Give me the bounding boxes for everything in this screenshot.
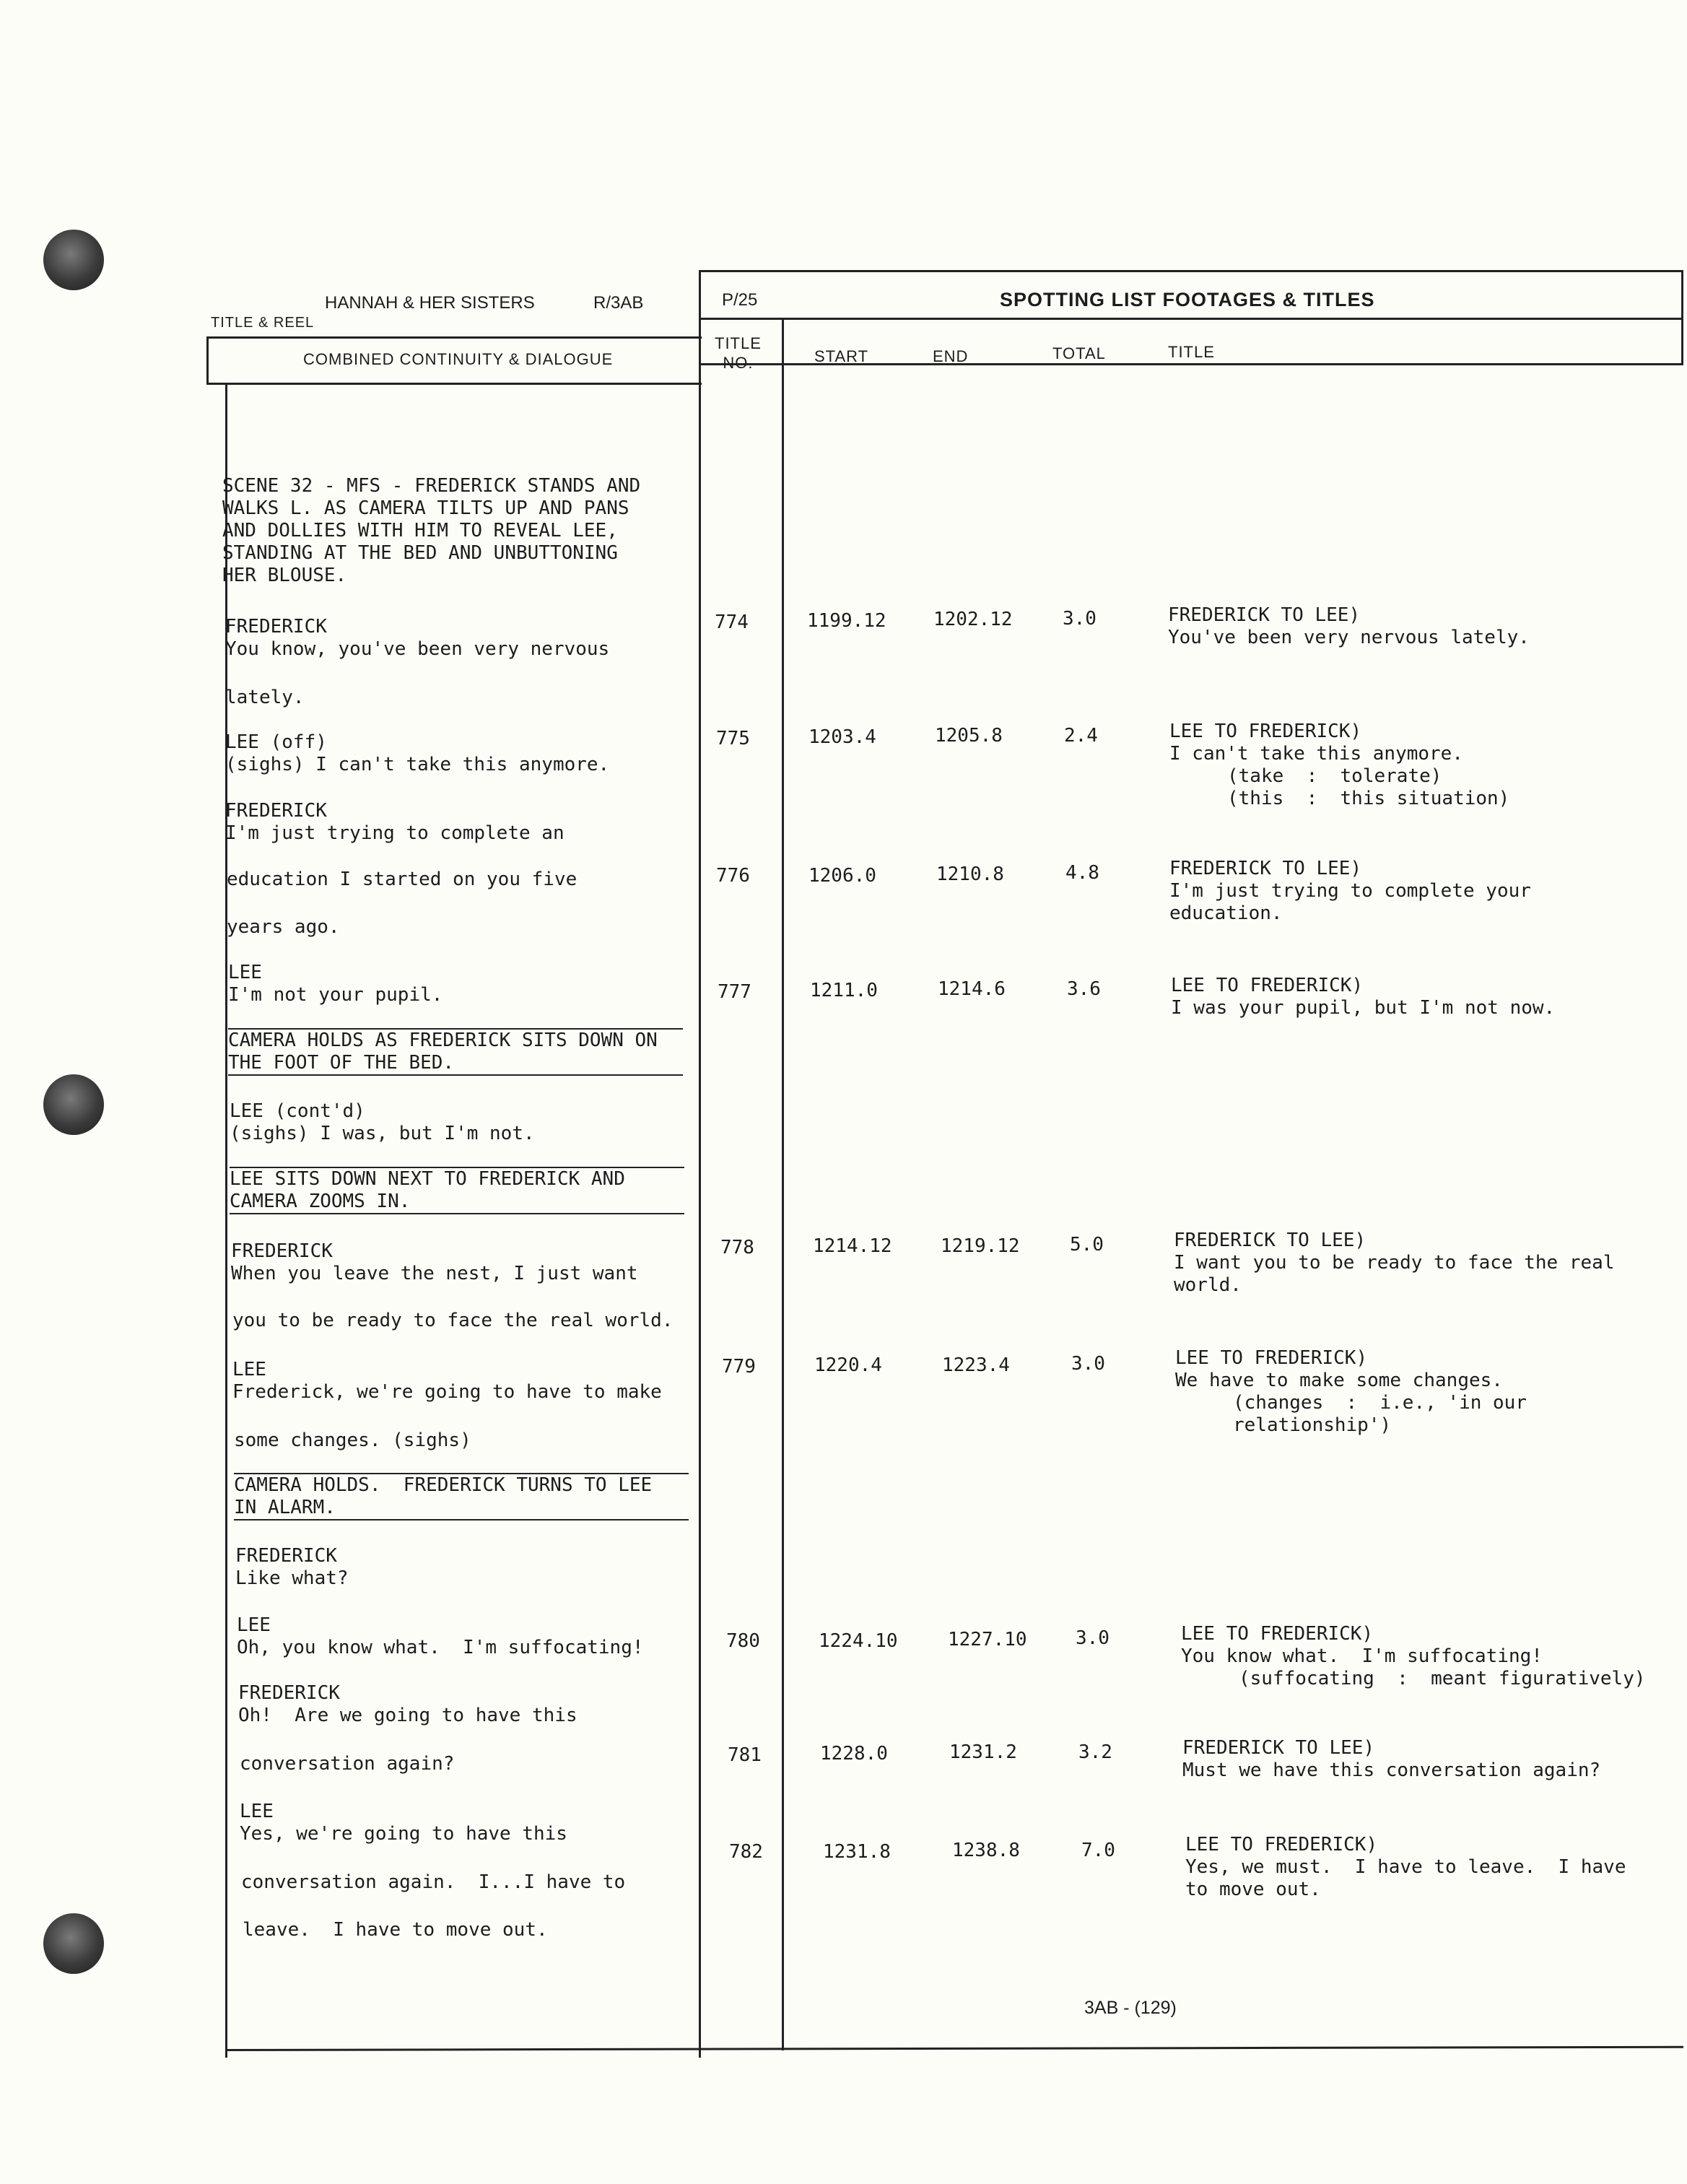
- subtitle-speaker: LEE TO FREDERICK): [1169, 721, 1362, 742]
- dialogue-frederick-1-cont: lately.: [225, 687, 305, 708]
- subtitle-line: Must we have this conversation again?: [1182, 1759, 1601, 1781]
- dialogue-lee-6-cont: conversation again. I...I have to: [241, 1871, 626, 1893]
- col-start-heading: START: [814, 347, 869, 365]
- total-footage: 4.8: [1065, 862, 1099, 884]
- dialogue-frederick-3: FREDERICK When you leave the nest, I just want: [231, 1240, 638, 1284]
- dialogue-lee-3: LEE (cont'd) (sighs) I was, but I'm not.: [230, 1100, 535, 1144]
- title-number: 782: [729, 1841, 763, 1863]
- subtitle-line: I was your pupil, but I'm not now.: [1171, 997, 1556, 1019]
- subtitle-text: [1168, 604, 1530, 649]
- subtitle-text: [1174, 1230, 1614, 1297]
- dialogue-frederick-2: FREDERICK I'm just trying to complete an: [225, 800, 564, 844]
- end-footage: 1202.12: [933, 609, 1013, 630]
- total-footage: 3.6: [1067, 978, 1101, 1000]
- start-footage: 1214.12: [813, 1235, 892, 1257]
- start-footage: 1199.12: [807, 610, 886, 632]
- total-footage: 3.0: [1076, 1627, 1110, 1649]
- start-footage: 1203.4: [808, 726, 876, 748]
- dialogue-frederick-3-cont: you to be ready to face the real world.: [232, 1310, 674, 1331]
- subtitle-speaker: FREDERICK TO LEE): [1174, 1230, 1366, 1251]
- dialogue-lee-4: LEE Frederick, we're going to have to make: [232, 1359, 662, 1403]
- action-camera-holds-2: CAMERA HOLDS. FREDERICK TURNS TO LEE IN ALARM.: [234, 1474, 689, 1520]
- subtitle-line: Yes, we must. I have to leave. I have to move out.: [1185, 1856, 1626, 1900]
- dialogue-lee-6-cont2: leave. I have to move out.: [243, 1919, 548, 1941]
- title-number: 776: [716, 865, 750, 887]
- action-lee-sits: LEE SITS DOWN NEXT TO FREDERICK AND CAMERA ZOOMS IN.: [230, 1168, 684, 1214]
- title-reel-label: TITLE & REEL: [211, 315, 315, 331]
- form-top-border: [699, 270, 1683, 272]
- total-footage: 3.0: [1071, 1353, 1105, 1375]
- title-number: 780: [726, 1630, 760, 1652]
- total-footage: 7.0: [1081, 1840, 1115, 1861]
- total-footage: 5.0: [1070, 1234, 1104, 1256]
- col-title-no-heading: TITLE NO.: [715, 334, 762, 372]
- title-number: 778: [720, 1237, 754, 1258]
- start-footage: 1231.8: [823, 1841, 891, 1863]
- form-right-border: [1681, 270, 1683, 365]
- end-footage: 1210.8: [936, 863, 1004, 885]
- subtitle-line: We have to make some changes.: [1175, 1370, 1503, 1391]
- col-continuity-heading: COMBINED CONTINUITY & DIALOGUE: [303, 350, 614, 368]
- dialogue-frederick-4: FREDERICK Like what?: [235, 1545, 349, 1589]
- title-number: 777: [718, 981, 751, 1003]
- start-footage: 1206.0: [808, 865, 876, 887]
- end-footage: 1231.2: [949, 1741, 1017, 1763]
- subtitle-line: You've been very nervous lately.: [1168, 627, 1530, 648]
- binder-hole-bottom: [43, 1913, 104, 1974]
- subtitle-line: I'm just trying to complete your education.: [1169, 880, 1531, 924]
- dialogue-lee-6: LEE Yes, we're going to have this: [240, 1801, 567, 1845]
- subtitle-text: [1182, 1737, 1600, 1782]
- subtitle-text: [1181, 1623, 1646, 1690]
- subtitle-text: [1185, 1834, 1626, 1901]
- subtitle-line: I can't take this anymore.: [1169, 743, 1463, 765]
- col-end-heading: END: [933, 347, 969, 365]
- col-title-heading: TITLE: [1168, 343, 1215, 361]
- end-footage: 1223.4: [942, 1354, 1010, 1376]
- form-columns-divider-left: [206, 383, 702, 385]
- dialogue-frederick-1: FREDERICK You know, you've been very nervous: [225, 616, 610, 660]
- action-camera-holds-1: CAMERA HOLDS AS FREDERICK SITS DOWN ON THE FOOT OF THE BED.: [228, 1030, 683, 1076]
- page-code: 3AB - (129): [1084, 1998, 1177, 2018]
- subtitle-speaker: LEE TO FREDERICK): [1171, 975, 1364, 996]
- total-footage: 3.0: [1063, 608, 1097, 630]
- total-footage: 2.4: [1064, 725, 1098, 747]
- continuity-divider: [699, 270, 701, 2058]
- end-footage: 1219.12: [941, 1235, 1020, 1257]
- dialogue-lee-5: LEE Oh, you know what. I'm suffocating!: [237, 1614, 644, 1658]
- binder-hole-middle: [43, 1074, 104, 1135]
- page-number: P/25: [722, 290, 758, 310]
- title-number: 779: [722, 1356, 756, 1378]
- reel-number: R/3AB: [593, 293, 644, 313]
- subtitle-text: [1169, 858, 1531, 925]
- form-bottom-border: [225, 2046, 1683, 2051]
- dialogue-frederick-2-cont: education I started on you five: [227, 869, 577, 890]
- end-footage: 1214.6: [938, 978, 1006, 1000]
- start-footage: 1224.10: [819, 1630, 898, 1652]
- form-header-bottom-left: [206, 336, 702, 339]
- start-footage: 1211.0: [810, 980, 878, 1001]
- form-header-divider: [699, 318, 1683, 320]
- dialogue-lee-2: LEE I'm not your pupil.: [228, 962, 443, 1006]
- end-footage: 1205.8: [935, 725, 1003, 747]
- dialogue-frederick-5: FREDERICK Oh! Are we going to have this: [238, 1682, 577, 1726]
- dialogue-frederick-2-cont2: years ago.: [227, 916, 340, 938]
- subtitle-text: [1175, 1347, 1527, 1437]
- title-number: 781: [728, 1744, 762, 1766]
- binder-hole-top: [43, 230, 104, 290]
- subtitle-speaker: FREDERICK TO LEE): [1169, 858, 1362, 879]
- subtitle-speaker: LEE TO FREDERICK): [1175, 1347, 1368, 1369]
- subtitle-speaker: LEE TO FREDERICK): [1181, 1623, 1374, 1645]
- subtitle-speaker: FREDERICK TO LEE): [1182, 1737, 1375, 1759]
- end-footage: 1227.10: [948, 1629, 1027, 1650]
- dialogue-frederick-5-cont: conversation again?: [240, 1753, 455, 1775]
- subtitle-line: You know what. I'm suffocating!: [1181, 1645, 1543, 1667]
- film-title: HANNAH & HER SISTERS: [325, 293, 535, 313]
- subtitle-speaker: FREDERICK TO LEE): [1168, 604, 1361, 626]
- total-footage: 3.2: [1078, 1741, 1112, 1763]
- title-number: 775: [716, 728, 750, 749]
- dialogue-lee-4-cont: some changes. (sighs): [234, 1430, 471, 1451]
- subtitle-note: (suffocating : meant figuratively): [1239, 1668, 1646, 1689]
- dialogue-lee-1: LEE (off) (sighs) I can't take this anymore.: [225, 731, 610, 775]
- spotting-heading: SPOTTING LIST FOOTAGES & TITLES: [1000, 289, 1375, 310]
- subtitle-line: I want you to be ready to face the real world.: [1174, 1252, 1615, 1296]
- subtitle-note: (changes : i.e., 'in our relationship'): [1233, 1392, 1527, 1436]
- start-footage: 1220.4: [814, 1354, 882, 1376]
- subtitle-speaker: LEE TO FREDERICK): [1185, 1834, 1378, 1855]
- subtitle-note: (this : this situation): [1227, 788, 1510, 809]
- subtitle-text: [1169, 721, 1509, 810]
- start-footage: 1228.0: [820, 1743, 888, 1765]
- end-footage: 1238.8: [952, 1840, 1020, 1861]
- subtitle-text: [1171, 975, 1555, 1019]
- scene-description: SCENE 32 - MFS - FREDERICK STANDS AND WALKS L. AS CAMERA TILTS UP AND PANS AND DOLLIES WITH HIM TO REVEAL LEE, STANDING AT THE BED AND UNBUTTONING HER BLOUSE.: [222, 475, 641, 586]
- form-left-border: [206, 336, 209, 384]
- subtitle-note: (take : tolerate): [1227, 765, 1442, 787]
- title-no-divider: [782, 318, 784, 2050]
- col-total-heading: TOTAL: [1052, 344, 1106, 362]
- title-number: 774: [715, 612, 749, 633]
